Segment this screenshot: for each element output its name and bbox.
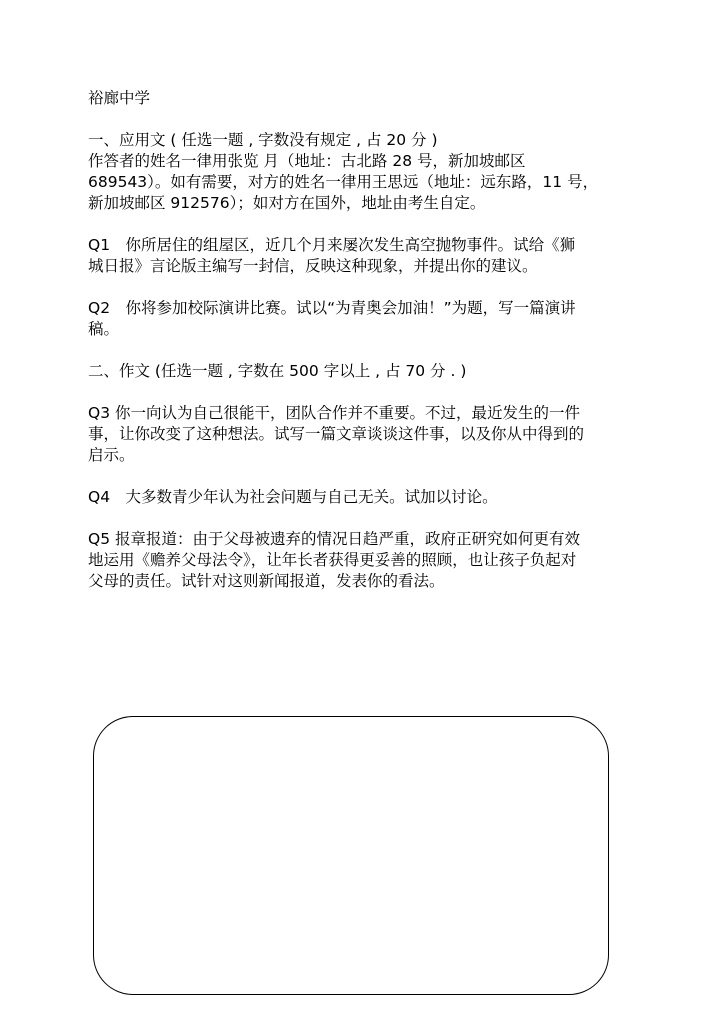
school-name: 裕廊中学: [88, 89, 151, 107]
spacer: [88, 214, 648, 235]
instruction-line: 新加坡邮区 912576）；如对方在国外，地址由考生自定。: [88, 194, 486, 212]
question-line: 稿。: [88, 320, 120, 338]
question-line: Q2 你将参加校际演讲比赛。试以“为青奥会加油！”为题，写一篇演讲: [88, 299, 576, 317]
question-line: 事，让你改变了这种想法。试写一篇文章谈谈这件事，以及你从中得到的: [88, 425, 585, 443]
question-line: Q1 你所居住的组屋区，近几个月来屡次发生高空抛物事件。试给《狮: [88, 236, 576, 254]
question-q3: [88, 403, 648, 466]
question-line: 父母的责任。试针对这则新闻报道，发表你的看法。: [88, 572, 445, 590]
exam-paper: [88, 88, 648, 592]
section-1-heading: 一、应用文 ( 任选一题 , 字数没有规定 , 占 20 分 ): [88, 131, 438, 149]
spacer: [88, 466, 648, 487]
spacer: [88, 382, 648, 403]
question-line: Q5 报章报道：由于父母被遗弃的情况日趋严重，政府正研究如何更有效: [88, 530, 580, 548]
question-line: 城日报》言论版主编写一封信，反映这种现象，并提出你的建议。: [88, 257, 538, 275]
question-q5: [88, 529, 648, 592]
instruction-line: 作答者的姓名一律用张览 月（地址：古北路 28 号，新加坡邮区: [88, 152, 526, 170]
spacer: [88, 508, 648, 529]
question-q1: [88, 235, 648, 277]
question-line: 地运用《赡养父母法令》，让年长者获得更妥善的照顾，也让孩子负起对: [88, 551, 577, 569]
question-q4: [88, 487, 648, 508]
question-q2: [88, 298, 648, 340]
section-2-heading: 二、作文 (任选一题 , 字数在 500 字以上 , 占 70 分 . ): [88, 362, 467, 380]
instruction-line: 689543）。如有需要，对方的姓名一律用王思远（地址：远东路，11 号，: [88, 173, 599, 191]
question-line: Q3 你一向认为自己很能干，团队合作并不重要。不过，最近发生的一件: [88, 404, 580, 422]
spacer: [88, 109, 648, 130]
answer-box: [93, 716, 609, 995]
question-line: Q4 大多数青少年认为社会问题与自己无关。试加以讨论。: [88, 488, 498, 506]
spacer: [88, 340, 648, 361]
spacer: [88, 277, 648, 298]
question-line: 启示。: [88, 446, 135, 464]
